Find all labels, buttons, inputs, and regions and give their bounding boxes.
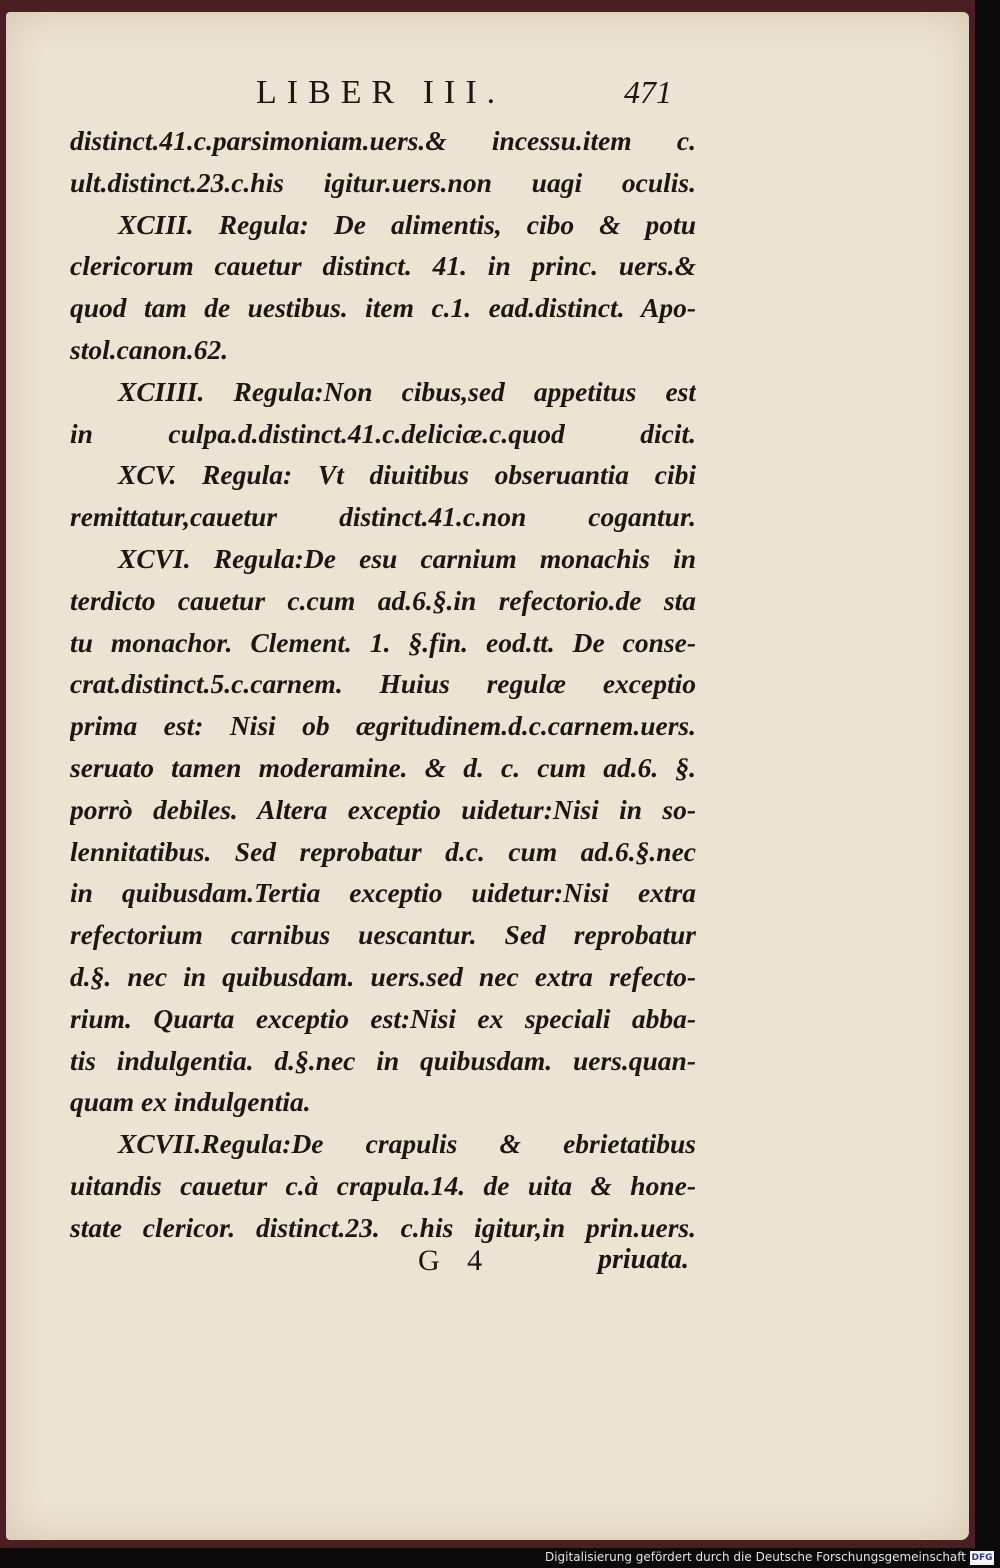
- text-line: crat.distinct.5.c.carnem. Huius regulæ exceptio: [70, 668, 696, 700]
- text-line: state clericor. distinct.23. c.his igitur,in prin.uers.: [70, 1211, 696, 1243]
- text-line: d.§. nec in quibusdam. uers.sed nec extra refecto-: [70, 960, 696, 992]
- text-line: lennitatibus. Sed reprobatur d.c. cum ad.6.§.nec: [70, 835, 696, 867]
- text-line: tu monachor. Clement. 1. §.fin. eod.tt. De conse-: [70, 626, 696, 658]
- text-line: uitandis cauetur c.à crapula.14. de uita & hone-: [70, 1169, 696, 1201]
- rule-heading-line: XCIII. Regula: De alimentis, cibo & potu: [118, 208, 696, 240]
- text-line: clericorum cauetur distinct. 41. in princ. uers.&: [70, 250, 696, 282]
- text-line: prima est: Nisi ob ægritudinem.d.c.carnem.uers.: [70, 710, 696, 742]
- signature-mark: G 4: [418, 1244, 493, 1277]
- text-line: refectorium carnibus uescantur. Sed reprobatur: [70, 919, 696, 951]
- text-line: terdicto cauetur c.cum ad.6.§.in refectorio.de sta: [70, 584, 696, 616]
- page-number: 471: [624, 74, 672, 110]
- text-line: tis indulgentia. d.§.nec in quibusdam. uers.quan-: [70, 1044, 696, 1076]
- text-line: in quibusdam.Tertia exceptio uidetur:Nisi extra: [70, 877, 696, 909]
- text-line: stol.canon.62.: [70, 333, 229, 365]
- rule-heading-line: XCVI. Regula:De esu carnium monachis in: [118, 542, 696, 574]
- text-line: quod tam de uestibus. item c.1. ead.distinct. Apo-: [70, 292, 696, 324]
- text-line: porrò debiles. Altera exceptio uidetur:Nisi in so-: [70, 793, 696, 825]
- text-line: distinct.41.c.parsimoniam.uers.& incessu.item c.: [70, 125, 696, 156]
- rule-heading-line: XCV. Regula: Vt diuitibus obseruantia cibi: [118, 459, 696, 491]
- dfg-logo: DFG: [971, 1553, 993, 1563]
- book-page: [6, 12, 969, 1540]
- running-head: LIBER III.: [256, 74, 506, 111]
- funding-credit: Digitalisierung gefördert durch die Deutsche Forschungsgemeinschaft: [544, 1550, 966, 1564]
- text-line: seruato tamen moderamine. & d. c. cum ad.6. §.: [70, 751, 696, 783]
- credit-bar: [0, 1549, 1000, 1568]
- page-footer: [6, 1244, 969, 1288]
- rule-heading-line: XCIIII. Regula:Non cibus,sed appetitus est: [118, 375, 696, 407]
- text-line: ult.distinct.23.c.his igitur.uers.non uagi oculis.: [70, 166, 696, 198]
- page-header: [6, 74, 969, 118]
- text-line: in culpa.d.distinct.41.c.deliciæ.c.quod dicit.: [70, 417, 696, 449]
- body-text: [70, 120, 696, 1249]
- rule-heading-line: XCVII.Regula:De crapulis & ebrietatibus: [118, 1128, 696, 1160]
- text-line: quam ex indulgentia.: [70, 1086, 311, 1118]
- text-line: remittatur,cauetur distinct.41.c.non cogantur.: [70, 501, 696, 533]
- text-line: rium. Quarta exceptio est:Nisi ex speciali abba-: [70, 1002, 696, 1034]
- catchword: priuata.: [598, 1244, 690, 1275]
